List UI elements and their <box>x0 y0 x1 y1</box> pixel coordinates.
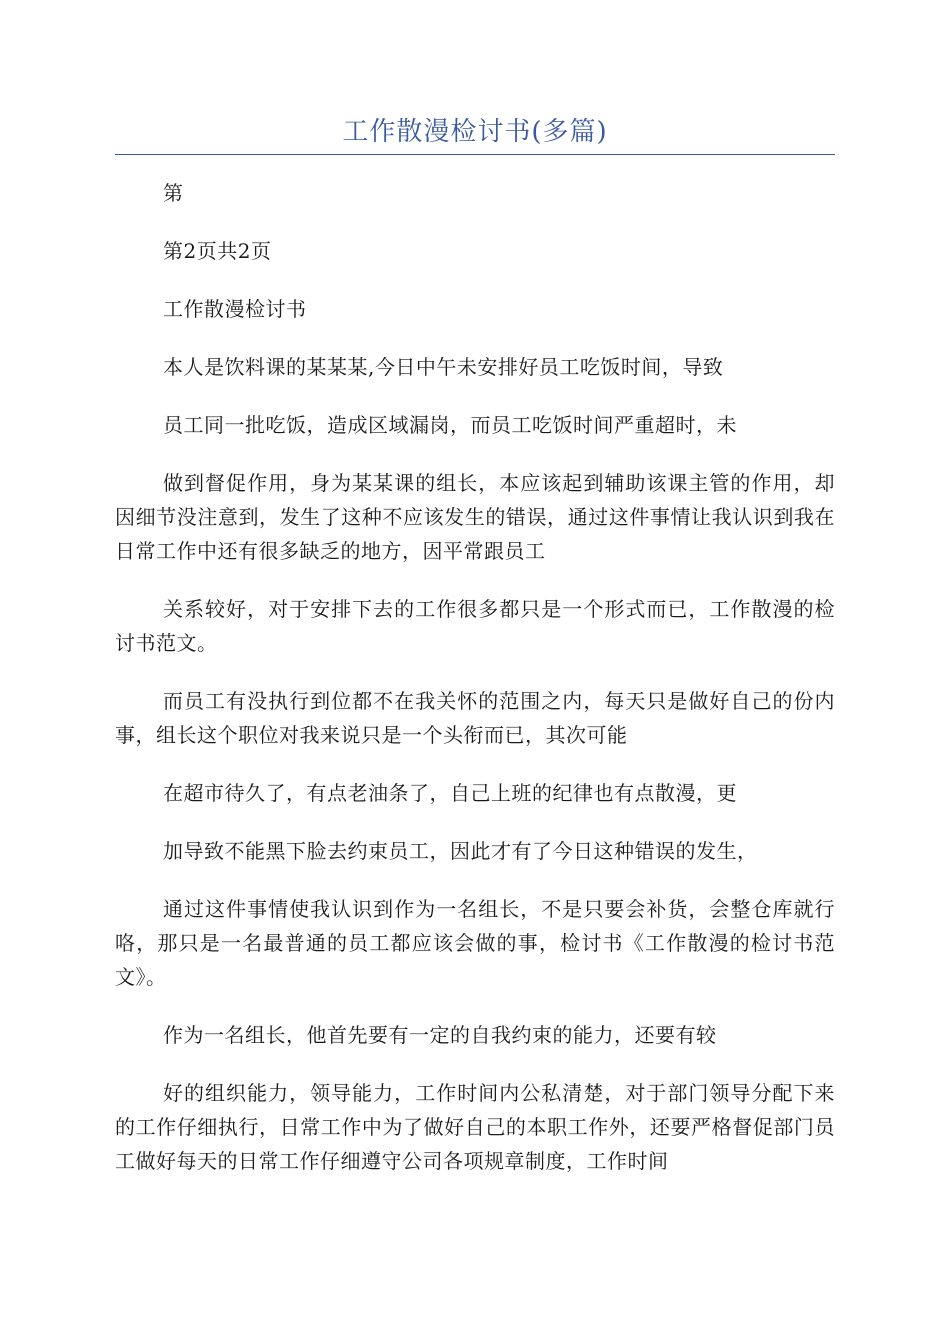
paragraph: 关系较好，对于安排下去的工作很多都只是一个形式而已，工作散漫的检讨书范文。 <box>115 597 835 655</box>
paragraph: 第2页共2页 <box>163 239 272 263</box>
paragraph: 工作散漫检讨书 <box>163 297 307 321</box>
paragraph: 作为一名组长，他首先要有一定的自我约束的能力，还要有较 <box>163 1023 717 1047</box>
title-underline <box>115 154 835 155</box>
document-body <box>115 176 835 1202</box>
paragraph: 本人是饮料课的某某某,今日中午未安排好员工吃饭时间，导致 <box>163 355 724 379</box>
paragraph: 第 <box>163 181 184 205</box>
paragraph: 员工同一批吃饭，造成区域漏岗，而员工吃饭时间严重超时，未 <box>163 413 737 437</box>
paragraph: 好的组织能力，领导能力，工作时间内公私清楚，对于部门领导分配下来的工作仔细执行，日常工作中为了做好自己的本职工作外，还要严格督促部门员工做好每天的日常工作仔细遵守公司各项规章制度，工作时间 <box>115 1081 835 1173</box>
paragraph: 而员工有没执行到位都不在我关怀的范围之内，每天只是做好自己的份内事，组长这个职位对我来说只是一个头衔而已，其次可能 <box>115 689 835 747</box>
paragraph: 加导致不能黑下脸去约束员工，因此才有了今日这种错误的发生， <box>163 839 758 863</box>
paragraph: 通过这件事情使我认识到作为一名组长，不是只要会补货，会整仓库就行咯，那只是一名最普通的员工都应该会做的事，检讨书《工作散漫的检讨书范文》。 <box>115 897 835 989</box>
paragraph: 做到督促作用，身为某某课的组长，本应该起到辅助该课主管的作用，却因细节没注意到，发生了这种不应该发生的错误，通过这件事情让我认识到我在日常工作中还有很多缺乏的地方，因平常跟员工 <box>115 471 835 563</box>
document-title: 工作散漫检讨书(多篇) <box>342 117 608 147</box>
paragraph: 在超市待久了，有点老油条了，自己上班的纪律也有点散漫，更 <box>163 781 737 805</box>
